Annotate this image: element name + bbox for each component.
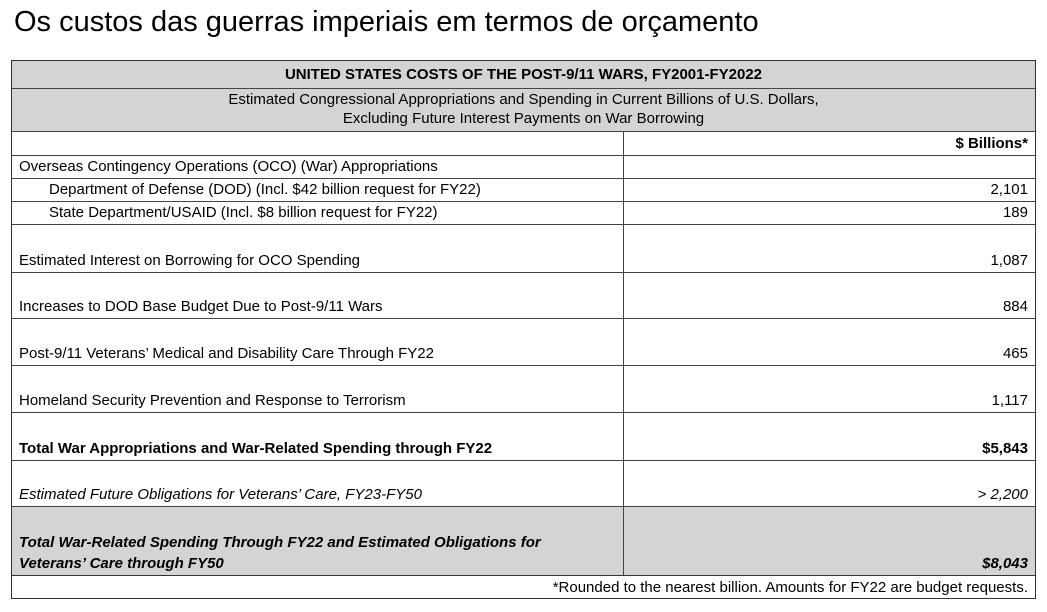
column-header-billions: $ Billions*: [955, 135, 1028, 152]
table-heading: UNITED STATES COSTS OF THE POST-9/11 WARS, FY2001-FY2022: [284, 66, 763, 83]
row-label: State Department/USAID (Incl. $8 billion request for FY22): [12, 202, 624, 224]
row-value: [624, 156, 1035, 178]
row-label: Department of Defense (DOD) (Incl. $42 billion request for FY22): [12, 179, 624, 201]
row-value: $8,043: [982, 555, 1028, 572]
page-title: Os custos das guerras imperiais em termos de orçamento: [14, 6, 759, 38]
row-value: 1,117: [991, 392, 1028, 409]
table-row: [12, 202, 1035, 225]
row-label: Post-9/11 Veterans’ Medical and Disability Care Through FY22: [12, 319, 624, 365]
row-label: Increases to DOD Base Budget Due to Post-9/11 Wars: [12, 273, 624, 318]
row-label: Total War Appropriations and War-Related Spending through FY22: [12, 413, 624, 460]
table-row: [12, 179, 1035, 202]
row-value: 1,087: [990, 252, 1028, 269]
footnote-row: [12, 576, 1035, 598]
table-row: [12, 156, 1035, 179]
row-value: 465: [1002, 345, 1028, 362]
table-row: [12, 319, 1035, 366]
table-row: [12, 366, 1035, 413]
grand-total-row: [12, 507, 1035, 576]
row-value: 884: [1002, 298, 1028, 315]
row-label: Overseas Contingency Operations (OCO) (War) Appropriations: [12, 156, 624, 178]
table-row: [12, 461, 1035, 507]
row-label: Estimated Interest on Borrowing for OCO Spending: [12, 225, 624, 272]
row-label: Estimated Future Obligations for Veterans’ Care, FY23-FY50: [12, 461, 624, 506]
row-label-line1: Total War-Related Spending Through FY22 and Estimated Obligations for: [19, 534, 541, 551]
row-value: > 2,200: [977, 486, 1028, 503]
row-value: $5,843: [982, 440, 1028, 457]
column-header-row: [12, 132, 1035, 156]
table-subheading-line2: Excluding Future Interest Payments on War Borrowing: [342, 110, 705, 127]
table-heading-row: [12, 61, 1035, 89]
table-row: [12, 273, 1035, 319]
total-row: [12, 413, 1035, 461]
table-row: [12, 225, 1035, 273]
table-subheading-line1: Estimated Congressional Appropriations and Spending in Current Billions of U.S. Dollars,: [228, 91, 819, 108]
footnote: *Rounded to the nearest billion. Amounts for FY22 are budget requests.: [552, 579, 1028, 596]
table-subheading-row: [12, 89, 1035, 132]
row-value: 2,101: [990, 181, 1028, 198]
war-costs-table: [11, 60, 1036, 599]
row-value: 189: [1002, 204, 1028, 221]
row-label-line2: Veterans’ Care through FY50: [19, 555, 224, 572]
row-label: Homeland Security Prevention and Response to Terrorism: [12, 366, 624, 412]
